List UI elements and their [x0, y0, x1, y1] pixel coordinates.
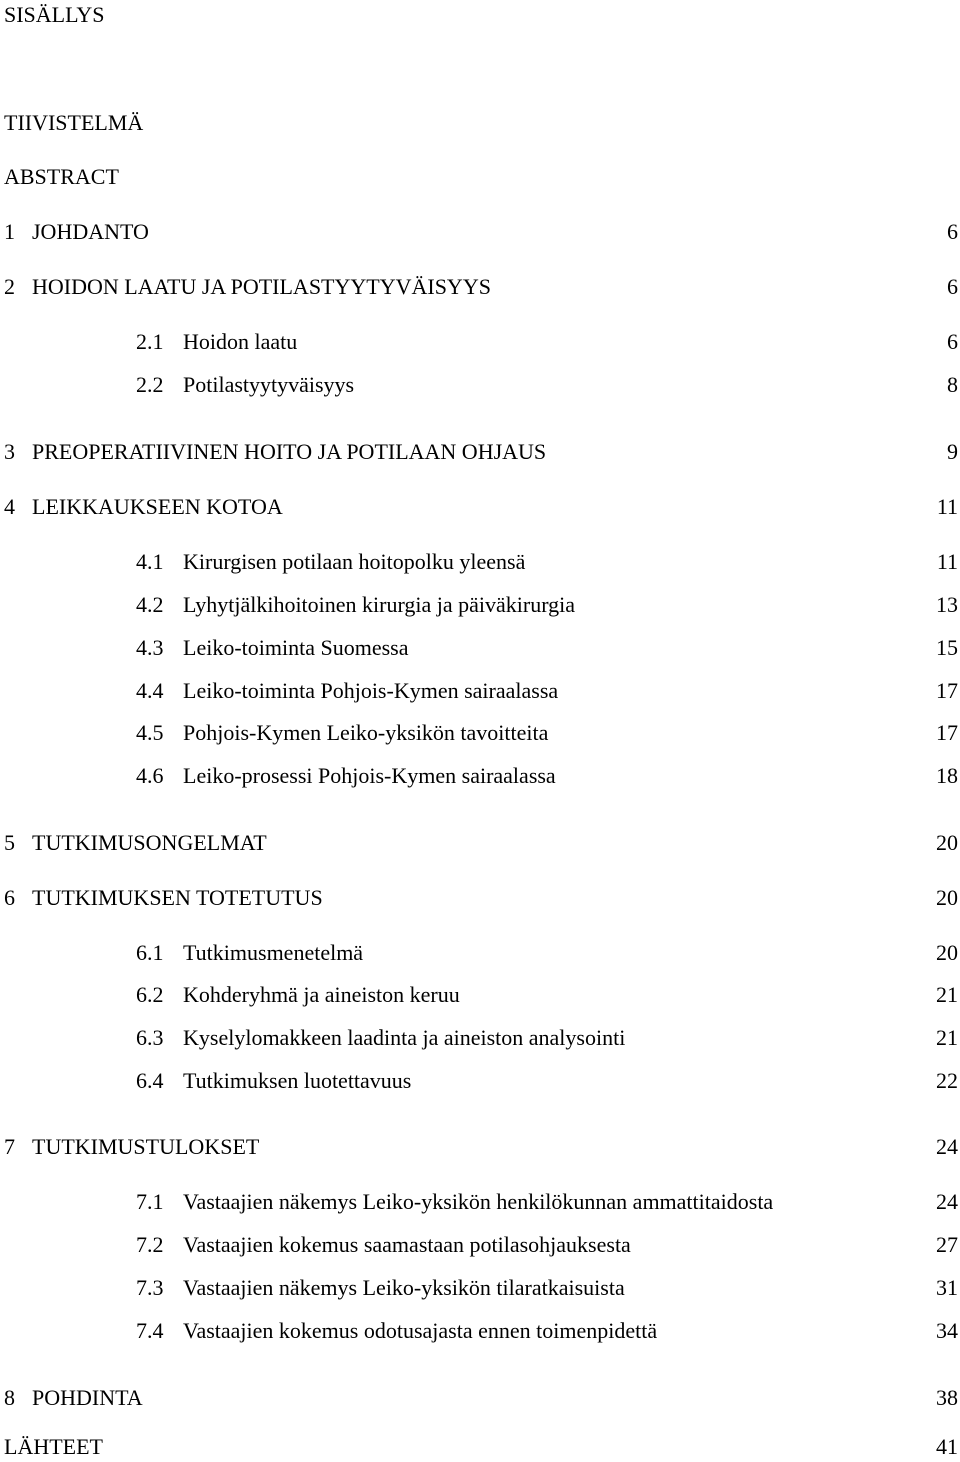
toc-entry-number: 1 — [4, 219, 15, 244]
toc-entry-page: 38 — [936, 1385, 958, 1410]
toc-entry-number: 4 — [4, 494, 15, 519]
toc-entry-number: 7.2 — [136, 1232, 164, 1257]
toc-entry-page: 6 — [947, 219, 958, 244]
toc-entry-title: Leiko-prosessi Pohjois-Kymen sairaalassa — [183, 763, 556, 788]
toc-entry — [0, 883, 960, 913]
toc-entry — [0, 272, 960, 302]
toc-entry-page: 20 — [936, 940, 958, 965]
toc-entry-page: 21 — [936, 1025, 958, 1050]
toc-entry-page: 15 — [936, 635, 958, 660]
toc-entry-title: Vastaajien kokemus saamastaan potilasohjauksesta — [183, 1232, 631, 1257]
toc-entry-number: 6.4 — [136, 1068, 164, 1093]
toc-entry-number: 3 — [4, 439, 15, 464]
toc-entry-number: 6.1 — [136, 940, 164, 965]
toc-entry — [0, 492, 960, 522]
toc-entry-title: Vastaajien näkemys Leiko-yksikön tilaratkaisuista — [183, 1275, 625, 1300]
toc-entry-page: 11 — [936, 494, 958, 519]
toc-entry-page: 8 — [947, 372, 958, 397]
toc-entry-number: 2.1 — [136, 329, 164, 354]
toc-entry-page: 22 — [936, 1068, 958, 1093]
toc-entry-title: Kohderyhmä ja aineiston keruu — [183, 982, 460, 1007]
toc-entry — [0, 1383, 960, 1413]
toc-entry — [0, 1066, 960, 1096]
toc-entry-number: 6 — [4, 885, 15, 910]
toc-entry-references — [0, 1432, 960, 1462]
toc-entry-title: LÄHTEET — [4, 1434, 103, 1459]
toc-entry-title: Pohjois-Kymen Leiko-yksikön tavoitteita — [183, 720, 549, 745]
toc-entry-title: Vastaajien näkemys Leiko-yksikön henkilökunnan ammattitaidosta — [183, 1189, 774, 1214]
toc-entry-title: Lyhytjälkihoitoinen kirurgia ja päiväkirurgia — [183, 592, 576, 617]
toc-entry-number: 6.2 — [136, 982, 164, 1007]
toc-entry-number: 4.6 — [136, 763, 164, 788]
toc-entry-number: 4.2 — [136, 592, 164, 617]
toc-entry-page: 18 — [936, 763, 958, 788]
toc-entry-number: 6.3 — [136, 1025, 164, 1050]
toc-entry-page: 6 — [947, 329, 958, 354]
toc-entry-number: 2.2 — [136, 372, 164, 397]
toc-entry-title: TIIVISTELMÄ — [4, 110, 144, 135]
toc-entry — [0, 938, 960, 968]
toc-entry-title: LEIKKAUKSEEN KOTOA — [32, 494, 283, 519]
toc-entry — [0, 1187, 960, 1217]
toc-entry-number: 7 — [4, 1134, 15, 1159]
toc-entry-page: 11 — [936, 549, 958, 574]
toc-entry-number: 7.4 — [136, 1318, 164, 1343]
toc-entry-page: 9 — [947, 439, 958, 464]
toc-heading — [0, 0, 960, 30]
toc-entry-page: 20 — [936, 885, 958, 910]
toc-entry-title: Vastaajien kokemus odotusajasta ennen toimenpidettä — [183, 1318, 658, 1343]
toc-entry-title: PREOPERATIIVINEN HOITO JA POTILAAN OHJAUS — [32, 439, 547, 464]
toc-entry — [0, 718, 960, 748]
toc-entry-title: Hoidon laatu — [183, 329, 298, 354]
toc-entry — [0, 1273, 960, 1303]
toc-entry — [0, 437, 960, 467]
toc-entry-number: 4.1 — [136, 549, 164, 574]
toc-entry-title: POHDINTA — [32, 1385, 143, 1410]
toc-entry-title: Kyselylomakkeen laadinta ja aineiston analysointi — [183, 1025, 626, 1050]
toc-entry — [0, 1023, 960, 1053]
toc-entry-number: 2 — [4, 274, 15, 299]
toc-entry-title: Kirurgisen potilaan hoitopolku yleensä — [183, 549, 526, 574]
toc-entry-page: 17 — [936, 678, 958, 703]
toc-entry-title: TUTKIMUSONGELMAT — [32, 830, 267, 855]
toc-entry — [0, 370, 960, 400]
toc-entry — [0, 761, 960, 791]
toc-entry-title: Leiko-toiminta Pohjois-Kymen sairaalassa — [183, 678, 559, 703]
toc-entry-number: 7.3 — [136, 1275, 164, 1300]
toc-entry — [0, 1316, 960, 1346]
toc-entry — [0, 547, 960, 577]
toc-entry-title: ABSTRACT — [4, 164, 119, 189]
toc-entry-title: Tutkimuksen luotettavuus — [183, 1068, 412, 1093]
toc-entry-page: 41 — [936, 1434, 958, 1459]
toc-front-matter-abstract-fi — [0, 108, 960, 138]
toc-entry — [0, 590, 960, 620]
toc-entry-page: 24 — [936, 1189, 958, 1214]
toc-entry-page: 24 — [936, 1134, 958, 1159]
toc-entry-page: 20 — [936, 830, 958, 855]
toc-entry-number: 4.4 — [136, 678, 164, 703]
toc-entry-page: 13 — [936, 592, 958, 617]
toc-entry-title: TUTKIMUKSEN TOTETUTUS — [32, 885, 323, 910]
toc-entry — [0, 217, 960, 247]
toc-entry-page: 17 — [936, 720, 958, 745]
toc-entry-title: TUTKIMUSTULOKSET — [32, 1134, 260, 1159]
toc-entry-title: Potilastyytyväisyys — [183, 372, 355, 397]
page-title: SISÄLLYS — [4, 2, 105, 27]
toc-entry-number: 4.3 — [136, 635, 164, 660]
toc-entry — [0, 1230, 960, 1260]
toc-entry-number: 7.1 — [136, 1189, 164, 1214]
toc-entry — [0, 980, 960, 1010]
toc-entry-title: Tutkimusmenetelmä — [183, 940, 364, 965]
toc-entry-page: 27 — [936, 1232, 958, 1257]
toc-entry-title: Leiko-toiminta Suomessa — [183, 635, 409, 660]
toc-entry-number: 4.5 — [136, 720, 164, 745]
toc-entry-number: 5 — [4, 830, 15, 855]
toc-entry-page: 31 — [936, 1275, 958, 1300]
toc-entry — [0, 327, 960, 357]
toc-entry-page: 34 — [936, 1318, 958, 1343]
toc-entry — [0, 633, 960, 663]
toc-entry — [0, 1132, 960, 1162]
toc-entry-page: 6 — [947, 274, 958, 299]
toc-entry-number: 8 — [4, 1385, 15, 1410]
toc-entry-page: 21 — [936, 982, 958, 1007]
toc-entry — [0, 676, 960, 706]
toc-entry — [0, 828, 960, 858]
toc-entry-title: HOIDON LAATU JA POTILASTYYTYVÄISYYS — [32, 274, 491, 299]
toc-front-matter-abstract-en — [0, 162, 960, 192]
toc-entry-title: JOHDANTO — [32, 219, 149, 244]
